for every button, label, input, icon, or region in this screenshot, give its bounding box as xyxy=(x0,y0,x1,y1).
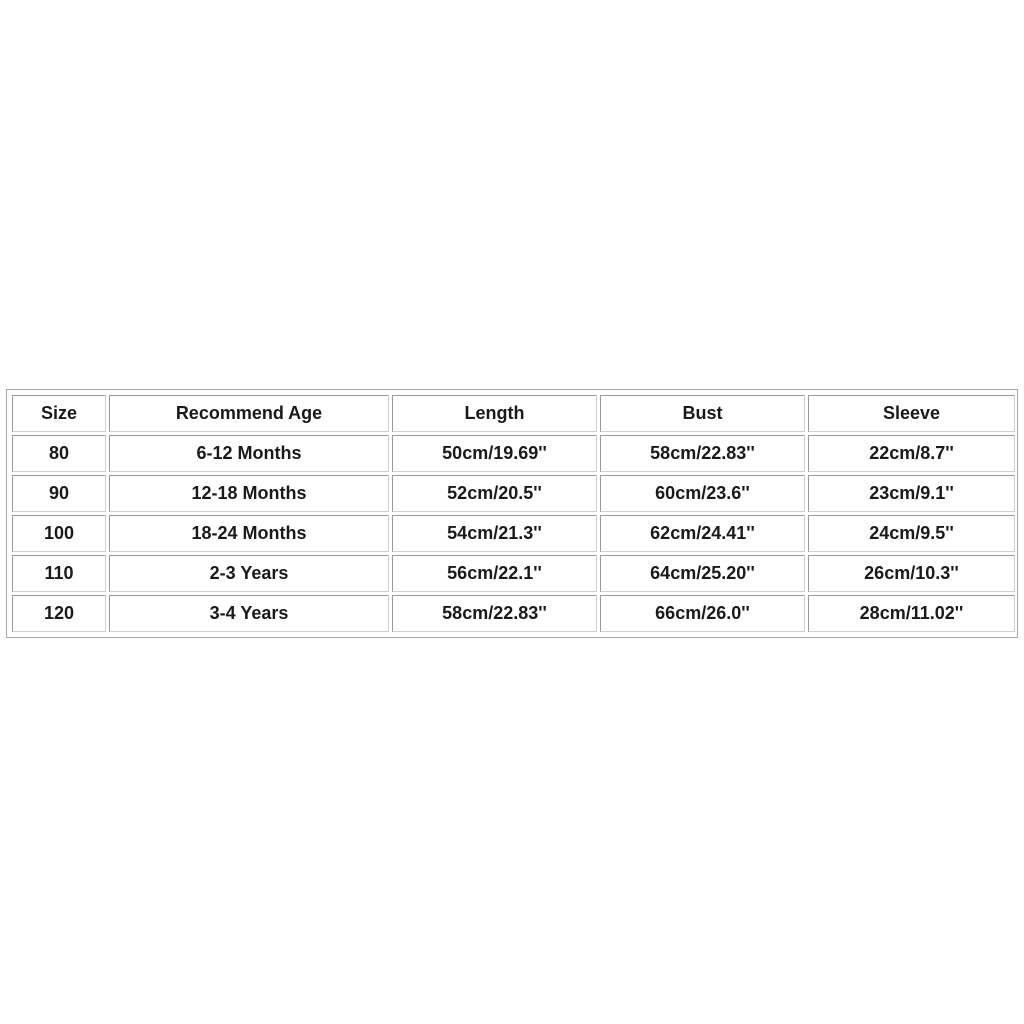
cell-bust: 66cm/26.0'' xyxy=(600,595,805,632)
cell-recommend-age: 6-12 Months xyxy=(109,435,389,472)
cell-bust: 64cm/25.20'' xyxy=(600,555,805,592)
cell-recommend-age: 18-24 Months xyxy=(109,515,389,552)
cell-sleeve: 26cm/10.3'' xyxy=(808,555,1015,592)
header-row xyxy=(12,395,1015,432)
cell-size: 110 xyxy=(12,555,106,592)
cell-length: 52cm/20.5'' xyxy=(392,475,597,512)
cell-length: 50cm/19.69'' xyxy=(392,435,597,472)
header-cell-size: Size xyxy=(12,395,106,432)
table-row xyxy=(12,475,1015,512)
cell-bust: 58cm/22.83'' xyxy=(600,435,805,472)
cell-sleeve: 24cm/9.5'' xyxy=(808,515,1015,552)
table-row xyxy=(12,515,1015,552)
cell-sleeve: 23cm/9.1'' xyxy=(808,475,1015,512)
cell-recommend-age: 3-4 Years xyxy=(109,595,389,632)
table-row xyxy=(12,435,1015,472)
cell-sleeve: 22cm/8.7'' xyxy=(808,435,1015,472)
size-chart-table xyxy=(9,392,1018,635)
cell-size: 90 xyxy=(12,475,106,512)
cell-length: 56cm/22.1'' xyxy=(392,555,597,592)
cell-size: 120 xyxy=(12,595,106,632)
header-cell-bust: Bust xyxy=(600,395,805,432)
cell-length: 54cm/21.3'' xyxy=(392,515,597,552)
header-cell-recommend-age: Recommend Age xyxy=(109,395,389,432)
size-chart xyxy=(6,389,1018,638)
header-cell-sleeve: Sleeve xyxy=(808,395,1015,432)
cell-recommend-age: 12-18 Months xyxy=(109,475,389,512)
cell-bust: 62cm/24.41'' xyxy=(600,515,805,552)
header-cell-length: Length xyxy=(392,395,597,432)
cell-size: 80 xyxy=(12,435,106,472)
cell-sleeve: 28cm/11.02'' xyxy=(808,595,1015,632)
cell-size: 100 xyxy=(12,515,106,552)
cell-recommend-age: 2-3 Years xyxy=(109,555,389,592)
table-row xyxy=(12,595,1015,632)
cell-bust: 60cm/23.6'' xyxy=(600,475,805,512)
cell-length: 58cm/22.83'' xyxy=(392,595,597,632)
table-row xyxy=(12,555,1015,592)
